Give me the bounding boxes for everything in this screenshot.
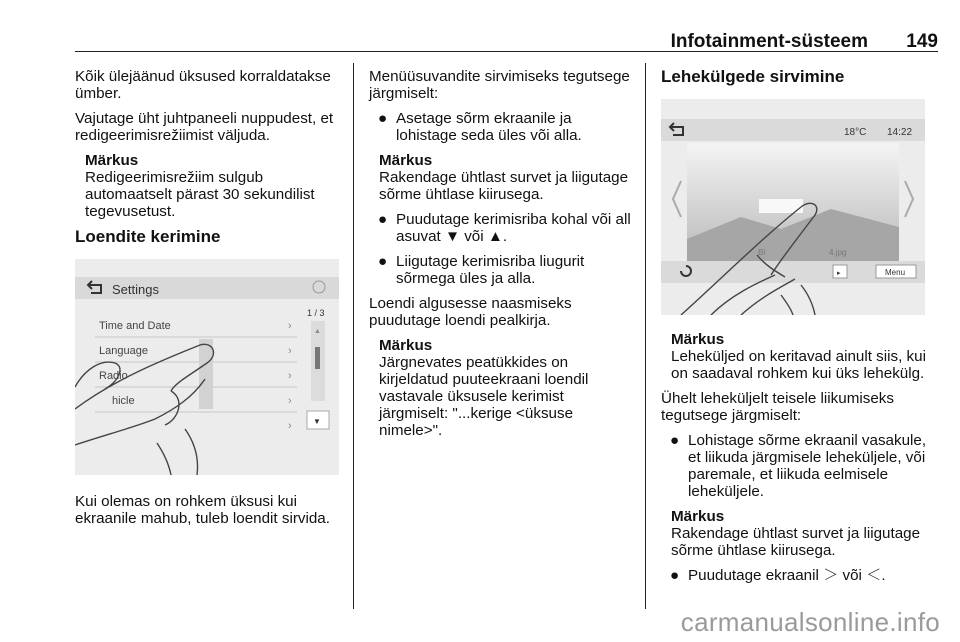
watermark: carmanualsonline.info — [680, 607, 940, 637]
chevron-right-icon: › — [288, 320, 292, 332]
file-name: Bl — [758, 248, 766, 257]
note-title: Märkus — [379, 337, 433, 354]
chevron-right-icon: › — [288, 370, 292, 382]
note — [671, 331, 939, 382]
note-title: Märkus — [671, 331, 725, 348]
note — [379, 337, 635, 439]
paragraph: Ühelt leheküljelt teisele liikumiseks tegutsege järgmiselt: — [661, 390, 894, 424]
note-text: Järgnevates peatükkides on kirjeldatud puuteekraani loendil vastavale üksusele kerimist järgmiselt: "...kerige <üksuse nimele>". — [379, 354, 589, 439]
note — [85, 152, 341, 220]
file-name: 4.jpg — [829, 248, 847, 257]
play-icon: ▸ — [837, 270, 841, 277]
note-text: Leheküljed on keritavad ainult siis, kui on saadaval rohkem kui üks lehekülg. — [671, 348, 926, 382]
page-number: 149 — [906, 31, 938, 52]
clock: 14:22 — [887, 127, 913, 138]
paragraph: Vajutage üht juhtpaneeli nuppudest, et redigeerimisrežiimist väljuda. — [75, 110, 334, 144]
column-divider — [353, 63, 354, 609]
column-3 — [661, 68, 939, 592]
bullet-item: ● Lohistage sõrme ekraanil vasakule, et liikuda järgmisele leheküljele, või paremale, et liikuda eelmisele leheküljele. — [670, 432, 927, 500]
note — [379, 152, 635, 203]
section-heading: Loendite kerimine — [75, 227, 221, 246]
list-item: Time and Date — [99, 320, 171, 332]
paragraph: Kõik ülejäänud üksused korraldatakse ümber. — [75, 68, 331, 102]
note-text: Redigeerimisrežiim sulgub automaatselt pärast 30 sekundilist tegevusetust. — [85, 169, 315, 220]
paragraph: Loendi algusesse naasmiseks puudutage loendi pealkirja. — [369, 295, 572, 329]
column-2 — [369, 68, 635, 447]
photo-viewer-illustration — [661, 99, 925, 315]
section-heading: Lehekülgede sirvimine — [661, 67, 845, 86]
note — [671, 508, 939, 559]
column-1 — [75, 68, 341, 535]
list-item: hicle — [112, 395, 135, 407]
header-rule — [75, 51, 938, 52]
note-text: Rakendage ühtlast survet ja liigutage sõrme ühtlase kiirusega. — [379, 169, 629, 203]
chevron-right-icon: › — [288, 395, 292, 407]
note-title: Märkus — [671, 508, 725, 525]
note-title: Märkus — [379, 152, 433, 169]
note-text: Rakendage ühtlast survet ja liigutage sõrme ühtlase kiirusega. — [671, 525, 921, 559]
settings-screen-illustration — [75, 259, 339, 475]
list-item: Radio — [99, 370, 128, 382]
page-header — [0, 0, 960, 50]
header-title: Infotainment-süsteem — [670, 31, 868, 52]
note-title: Märkus — [85, 152, 139, 169]
bullet-item: ● Asetage sõrm ekraanile ja lohistage seda üles või alla. — [378, 110, 582, 144]
list-item: Language — [99, 345, 148, 357]
settings-list-figure — [75, 259, 341, 479]
temperature: 18°C — [844, 127, 867, 138]
menu-label: Menu — [885, 268, 906, 277]
paragraph: Kui olemas on rohkem üksusi kui ekraanile mahub, tuleb loendit sirvida. — [75, 493, 330, 527]
screen-title: Settings — [112, 282, 159, 297]
bullet-item: ● Puudutage ekraanil ＞ või ＜. — [670, 567, 886, 584]
scroll-down-icon: ▼ — [313, 417, 321, 426]
paragraph: Menüüsuvandite sirvimiseks tegutsege järgmiselt: — [369, 68, 630, 102]
column-divider — [645, 63, 646, 609]
page-swipe-figure — [661, 99, 939, 319]
bullet-item: ● Puudutage kerimisriba kohal või all asuvat ▼ või ▲. — [378, 211, 631, 245]
bullet-item: ● Liigutage kerimisriba liugurit sõrmega üles ja alla. — [378, 253, 585, 287]
page-indicator: 1 / 3 — [307, 308, 325, 318]
chevron-right-icon: › — [288, 420, 292, 432]
scroll-up-icon: ▲ — [314, 328, 321, 335]
scrollbar-thumb — [315, 347, 320, 369]
chevron-right-icon: › — [288, 345, 292, 357]
